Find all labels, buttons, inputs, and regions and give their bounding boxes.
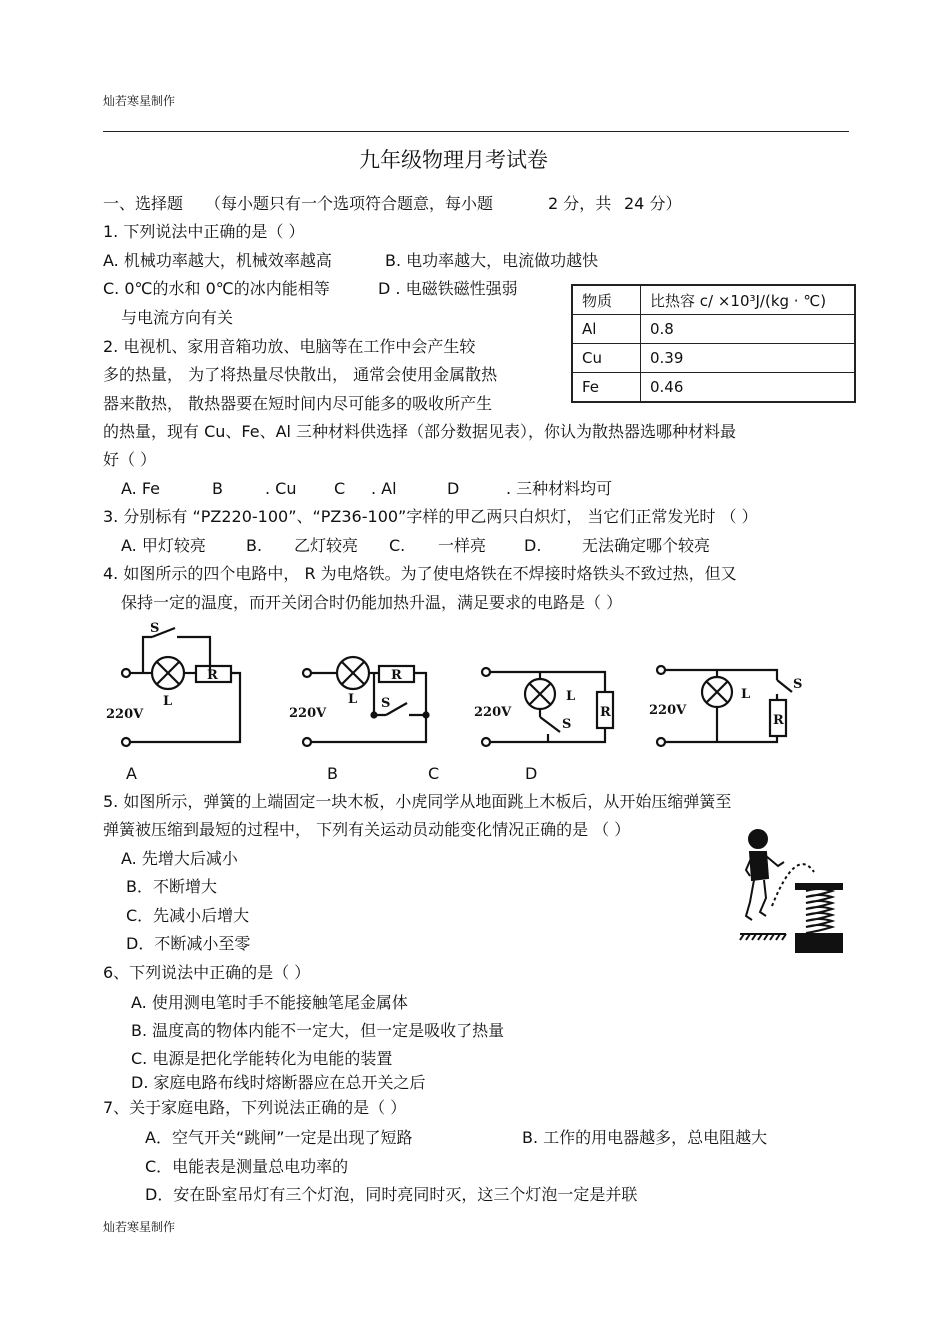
q3-option-d: D. <box>524 536 542 555</box>
q5-line-2: 弹簧被压缩到最短的过程中， 下列有关运动员动能变化情况正确的是 （ ） <box>103 820 631 839</box>
table-cell: Fe <box>572 373 641 403</box>
section-label: 一、选择题 <box>103 194 184 213</box>
specific-heat-table <box>571 284 856 403</box>
q6-option-a: A. 使用测电笔时手不能接触笔尾金属体 <box>131 993 408 1012</box>
q2-line-4: 的热量，现有 Cu、Fe、Al 三种材料供选择（部分数据见表），你认为散热器选哪种材料最 <box>103 422 737 441</box>
q7-option-c: C．电能表是测量总电功率的 <box>145 1157 349 1176</box>
voltage-label: 220V <box>649 703 687 718</box>
voltage-label: 220V <box>474 705 512 720</box>
q2-option-c: C <box>334 479 346 498</box>
q7-stem: 7、关于家庭电路，下列说法正确的是（ ） <box>103 1098 407 1117</box>
q4-line-2: 保持一定的温度，而开关闭合时仍能加热升温，满足要求的电路是（ ） <box>121 593 623 612</box>
resistor-label: R <box>600 705 611 720</box>
page-footer: 灿若寒星制作 <box>103 1220 176 1234</box>
section-points: 2 分，共 <box>548 194 612 213</box>
section-total: 24 分） <box>624 194 682 213</box>
page-header: 灿若寒星制作 <box>103 94 176 108</box>
section-instruction: （每小题只有一个选项符合题意，每小题 <box>205 194 494 213</box>
q5-option-a: A. 先增大后减小 <box>121 849 238 868</box>
circuit-a-diagram <box>100 615 250 755</box>
table-row <box>572 315 855 344</box>
q2-option-d: D <box>447 479 460 498</box>
q7-option-a: A．空气开关“跳闸”一定是出现了短路 <box>145 1128 413 1147</box>
q5-option-d: D．不断减小至零 <box>126 934 251 953</box>
q3-option-b: B. <box>246 536 263 555</box>
lamp-label: L <box>348 692 358 707</box>
page-title: 九年级物理月考试卷 <box>359 148 548 172</box>
table-cell: 0.46 <box>641 373 856 403</box>
q1-option-b: B. 电功率越大，电流做功越快 <box>385 251 599 270</box>
table-cell: Cu <box>572 344 641 373</box>
table-row <box>572 344 855 373</box>
circuit-label-d: D <box>525 764 538 783</box>
table-cell: 0.8 <box>641 315 856 344</box>
table-header-heat: 比热容 c/ ×10³J/(kg · ℃) <box>641 285 856 315</box>
circuit-b-diagram <box>285 645 435 755</box>
switch-label: S <box>150 621 160 636</box>
header-rule <box>103 131 849 132</box>
circuit-label-a: A <box>126 764 137 783</box>
q6-option-d: D. 家庭电路布线时熔断器应在总开关之后 <box>131 1073 426 1092</box>
resistor-label: R <box>207 668 218 683</box>
circuit-d-diagram <box>645 658 810 753</box>
q5-option-b: B．不断增大 <box>126 877 217 896</box>
q2-line-2: 多的热量， 为了将热量尽快散出， 通常会使用金属散热 <box>103 365 498 384</box>
q2-option-d-text: . 三种材料均可 <box>506 479 613 498</box>
q3-option-c: C. <box>389 536 406 555</box>
lamp-label: L <box>566 689 576 704</box>
q1-option-c: C. 0℃的水和 0℃的冰内能相等 <box>103 279 330 298</box>
q3-option-a: A. 甲灯较亮 <box>121 536 206 555</box>
q2-line-3: 器来散热， 散热器要在短时间内尽可能多的吸收所产生 <box>103 394 493 413</box>
resistor-label: R <box>773 713 784 728</box>
resistor-label: R <box>391 668 402 683</box>
table-header-row <box>572 285 855 315</box>
q1-option-d: D . 电磁铁磁性强弱 <box>378 279 518 298</box>
table-cell: Al <box>572 315 641 344</box>
q2-option-b: B <box>212 479 223 498</box>
q3-stem: 3. 分别标有 “PZ220-100”、“PZ36-100”字样的甲乙两只白炽灯， 当它们正常发光时 （ ） <box>103 507 758 526</box>
q5-line-1: 5. 如图所示，弹簧的上端固定一块木板，小虎同学从地面跳上木板后，从开始压缩弹簧至 <box>103 792 732 811</box>
spring-jump-illustration <box>738 826 846 954</box>
q5-option-c: C．先减小后增大 <box>126 906 250 925</box>
table-cell: 0.39 <box>641 344 856 373</box>
table-row <box>572 373 855 403</box>
q2-option-a: A. Fe <box>121 479 161 498</box>
q6-stem: 6、下列说法中正确的是（ ） <box>103 963 311 982</box>
circuit-c-diagram <box>470 660 615 755</box>
q3-option-b-text: 乙灯较亮 <box>294 536 359 555</box>
switch-label: S <box>793 677 803 692</box>
circuit-label-c: C <box>428 764 440 783</box>
voltage-label: 220V <box>289 706 327 721</box>
lamp-label: L <box>163 694 173 709</box>
voltage-label: 220V <box>106 707 144 722</box>
q7-option-d: D．安在卧室吊灯有三个灯泡，同时亮同时灭，这三个灯泡一定是并联 <box>145 1185 638 1204</box>
q1-stem: 1. 下列说法中正确的是（ ） <box>103 222 305 241</box>
q4-line-1: 4. 如图所示的四个电路中， R 为电烙铁。为了使电烙铁在不焊接时烙铁头不致过热，但又 <box>103 564 737 583</box>
q3-option-d-text: 无法确定哪个较亮 <box>582 536 711 555</box>
q6-option-b: B. 温度高的物体内能不一定大，但一定是吸收了热量 <box>131 1021 505 1040</box>
circuit-label-b: B <box>327 764 338 783</box>
switch-label: S <box>381 696 391 711</box>
q2-option-c-text: . Al <box>371 479 397 498</box>
q1-option-a: A. 机械功率越大，机械效率越高 <box>103 251 332 270</box>
switch-label: S <box>562 717 572 732</box>
q1-option-d-cont: 与电流方向有关 <box>121 308 234 327</box>
q2-option-b-text: . Cu <box>265 479 297 498</box>
q7-option-b: B. 工作的用电器越多，总电阻越大 <box>522 1128 768 1147</box>
q3-option-c-text: 一样亮 <box>438 536 487 555</box>
table-header-substance: 物质 <box>572 285 641 315</box>
lamp-label: L <box>741 687 751 702</box>
q2-line-5: 好（ ） <box>103 450 157 469</box>
q2-line-1: 2. 电视机、家用音箱功放、电脑等在工作中会产生较 <box>103 337 476 356</box>
q6-option-c: C. 电源是把化学能转化为电能的装置 <box>131 1049 393 1068</box>
